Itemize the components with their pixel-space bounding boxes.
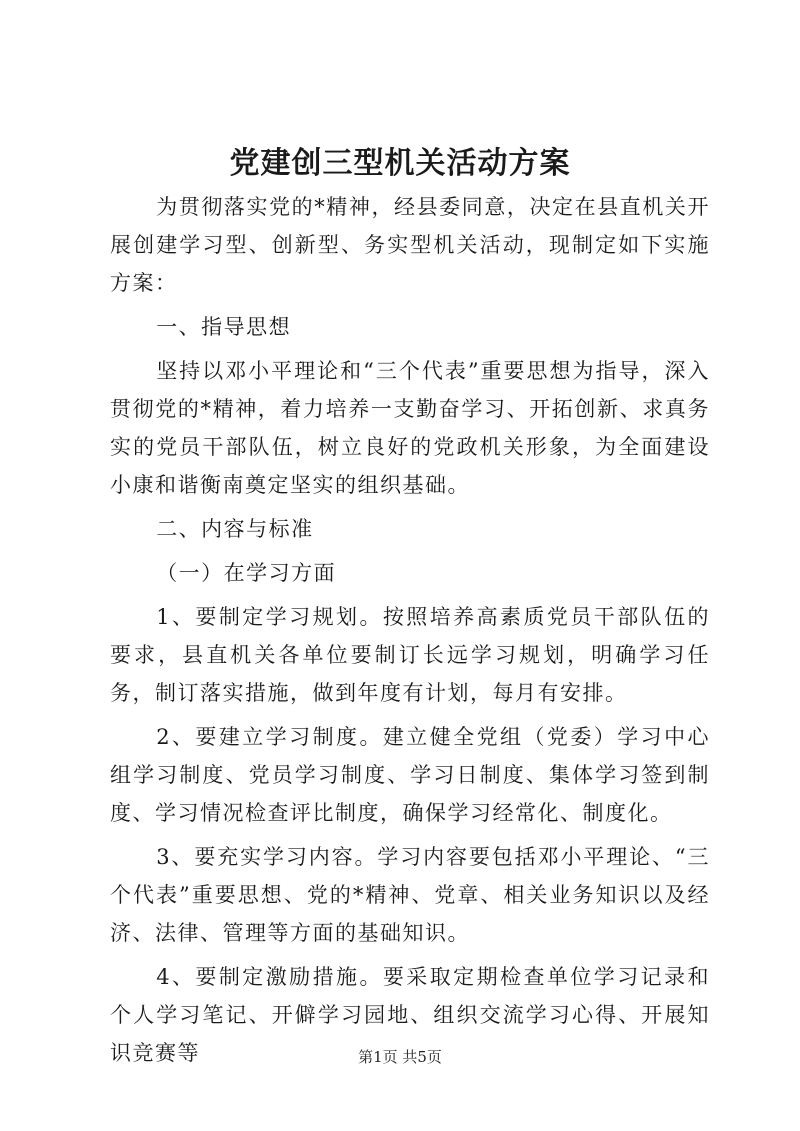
document-title: 党建创三型机关活动方案 (229, 146, 571, 181)
guiding-thought-paragraph: 坚持以邓小平理论和“三个代表”重要思想为指导，深入贯彻党的*精神，着力培养一支勤奋学习、开拓创新、求真务实的党员干部队伍，树立良好的党政机关形象，为全面建设小康和谐衡南奠定坚实的组织基础。 (110, 359, 710, 497)
section-heading-content-standards: 二、内容与标准 (156, 517, 314, 541)
page-number-footer: 第1页 共5页 (358, 1048, 442, 1066)
intro-paragraph: 为贯彻落实党的*精神，经县委同意，决定在县直机关开展创建学习型、创新型、务实型机关活动，现制定如下实施方案： (110, 195, 710, 295)
section-heading-guiding-thought: 一、指导思想 (156, 315, 292, 339)
item-learning-plan: 1、要制定学习规划。按照培养高素质党员干部队伍的要求，县直机关各单位要制订长远学习规划，明确学习任务，制订落实措施，做到年度有计划，每月有安排。 (110, 605, 710, 705)
item-incentive-measures: 4、要制定激励措施。要采取定期检查单位学习记录和个人学习笔记、开僻学习园地、组织交流学习心得、开展知识竞赛等 (110, 965, 710, 1065)
item-learning-system: 2、要建立学习制度。建立健全党组（党委）学习中心组学习制度、党员学习制度、学习日制度、集体学习签到制度、学习情况检查评比制度，确保学习经常化、制度化。 (110, 725, 710, 825)
document-body (110, 188, 710, 1072)
item-learning-content: 3、要充实学习内容。学习内容要包括邓小平理论、“三个代表”重要思想、党的*精神、党章、相关业务知识以及经济、法律、管理等方面的基础知识。 (110, 845, 710, 945)
subsection-heading-learning: （一）在学习方面 (156, 561, 337, 585)
